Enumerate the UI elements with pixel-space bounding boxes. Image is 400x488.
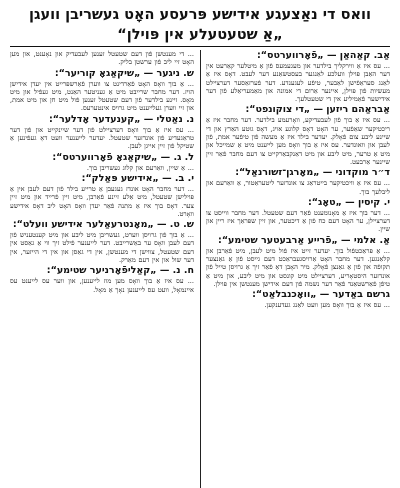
title-rule <box>10 46 390 47</box>
review-entry <box>10 68 194 113</box>
review-text: ... עס איז אַ בוך פֿון לעבעדיקע, וואָרעמע בילדער. דער מחבר איז אַ ריכטיקער שאַפֿער, ער האָט דאָס קלוגע אויג, דאָס גוטע האַרץ און די שיינע ליבע צום פֿאָלק. יעדער בילד איז אַ מעשה פֿון טיפֿער אמת, פֿון לעבן און וואונדער. עס איז אַ בוך וואָס מען לייענט מיט אַ שמייכל און מיט אַ טרער, מיט ליבע און מיט דאַנקבאַרקייט צו דעם מחבר פֿאַר זיין שיינער אַרבעט. <box>206 116 390 166</box>
review-text: ... דער מחבר האָט אונדז געגעבן אַ טרייע בילד פֿון דעם לעבן אין אַ פּוילישן שטעטל, מיט אַלע זיינע פֿאַרבן, מיט זיין פֿרייד און מיט זיין צער. דאָס בוך איז אַ מתנה פֿאַר יעדן וואָס האָט ליב דאָס אידישע וואָרט. <box>10 184 194 218</box>
review-source-heading: ש. ט. — „מאָנטרעאַלער אידישע וועלט“: <box>12 219 194 231</box>
review-entry <box>206 167 390 196</box>
review-text: ... עס איז אַ בוך וואָס מען וועט לאַנג געדענקען. <box>264 301 390 310</box>
review-text: ... עס איז אַ ווירקליך בילדער און מעגעמעס פֿון אַ מיטלער קאַרעט אין דער האַבן פּוילן וועלכע לאַנגער בעסטשאַנע דער לעבט. דאָס איז אַ לאַנג סעראַפֿישן לאַבער, טיפֿע לעגענדע. דער פֿערזאַסער דערציילט מעשיות פֿון פּוילן, איינער אַרום די אמונה און מאַמעריאַלע פֿון דער אידישער פֿאַמיליע אין די שטעטלעך. <box>206 62 390 104</box>
review-source-heading: אַבראַהם ריזען — „די צוקונפט“: <box>245 104 390 116</box>
review-entry <box>10 173 194 218</box>
review-entry <box>10 219 194 264</box>
review-entry <box>10 50 194 67</box>
review-entry <box>10 265 194 294</box>
right-column <box>206 50 390 488</box>
review-source-heading: י. ב. — „אידישע פּאַלק“: <box>81 172 194 184</box>
review-entry <box>206 235 390 288</box>
review-text: ... אַ פּראַכטפֿול בוך. יעדער זייט איז פֿול מיט לעבן, מיט פֿאַרבן און קלאַנגען. דער מחבר האָט אַרויסגעבראַכט דעם גייסט פֿון אַ גאַנצער תקופֿה און פֿון אַ גאַנצן פֿאָלק. מיר האָבן דאָ פֿאַר זיך אַ גרויסן טייל פֿון אונדזער היסטאָריע, דערציילט מיט קונסט און מיט ליבע, און מיט אַ טיפֿן פֿאַרשטאַנד פֿאַר דער נשמה פֿון דעם אידישן מענטשן אין פּוילן. <box>206 246 390 288</box>
review-entry <box>206 197 390 234</box>
page-title-line-2: „אַ שטעטעלע אין פּוילן“ <box>117 27 283 43</box>
review-entry <box>10 114 194 151</box>
review-source-heading: ל. ג. — „שיקאַגאָ פֿאָרווערטס“: <box>52 151 194 163</box>
review-source-heading: ש. ניגער — „שיקאַגאָ קוריער“: <box>54 67 194 79</box>
review-text: ... אַ בוך פֿון גרויסן ווערט, געשריבן מיט ליבע און מיט קענטעניש פֿון דעם לעבן וואָס ער באַשרייבט. דער לייענער פֿילט זיך ווי אַ גאַסט אין דעם שטעטל, צווישן די מענטשן, אין די גאַסן און אין די הייזער, אין דער שול און אין דעם מאַרק. <box>10 231 194 265</box>
review-entry <box>10 152 194 172</box>
review-text: ... די מענטשן פֿון דעם שטעטל זענען לעבעדיק און נאָענט, און מען האָט זיי ליב פֿון ערשטן בליק. <box>10 50 194 67</box>
review-text: ... אַ בוך וואָס האָט פֿאַרדינט צו ווערן פֿאַרשפּרייט אין יעדן אידישן הויז. דער מחבר שרייבט מיט אַ געניטער האַנט, מיט געפֿיל און מיט מאָס. זיינע בילדער פֿון דעם שטעטל זענען פֿול מיט חן און מיט אמת, און זיי ווערן געלייענט מיט גרויס אינטערעס. <box>10 79 194 113</box>
columns <box>10 50 390 488</box>
review-source-heading: אַ. אלמי — „פֿרייע אַרבעטער שטימע“: <box>218 234 390 246</box>
review-source-heading: נ. נאַטלי — „קענעדער אָדלער“: <box>48 113 194 125</box>
column-divider <box>200 50 201 488</box>
review-entry <box>206 50 390 103</box>
review-source-heading: ד״ר מוקדוני — „מאָרגן־זשורנאַל“: <box>235 167 390 179</box>
review-source-heading: ח. נ. — „קאַליפֿאָרניער שטימע“: <box>46 265 194 277</box>
review-entry <box>206 104 390 166</box>
review-text: ... עס איז אַ וויכטיקער בייטראַג צו אונדזער ליטעראַטור, אַ וואַרעם און ליבלעך בוך. <box>206 179 390 196</box>
review-entry <box>206 289 390 309</box>
left-column <box>10 50 194 488</box>
review-source-heading: אַב. קאַהאַן — „פֿאָרווערטס“: <box>256 50 390 61</box>
page-title-line-1: וואס די נאַצעגע אידישע פּרעסע האָט געשריבן וועגן <box>29 7 371 23</box>
review-text: ... עס איז אַ בוך וואָס דערציילט פֿון דער שיינקייט און פֿון דער טראַגעדיע פֿון אונדזער שטעטל. יעדער לייענער וועט דאָ געפֿינען אַ שטיקל פֿון זיין אייגן לעבן. <box>10 125 194 151</box>
review-text: ... אַ שיין, וואַרעם און קלוג געשריבן בוך. <box>86 163 194 172</box>
review-source-heading: גרשם באַדער — „וואָכנבלאַט“: <box>252 289 390 301</box>
review-text: ... דער בוך איז אַ מאָנומענט פֿאַר דעם שטעטל. דער מחבר ווייסט צו דערציילן, ער האָט דעם כח פֿון אַ דיכטער, און זיין שפּראַך איז ריין און שיין. <box>206 208 390 234</box>
review-source-heading: י. קיסין — „טאָג“: <box>307 196 390 208</box>
review-text: ... עס איז אַ בוך וואָס מען מוז לייענען, און ווער עס לייענט עס איינמאָל, וועט עס לייענען נאָך אַ מאָל. <box>10 277 194 294</box>
